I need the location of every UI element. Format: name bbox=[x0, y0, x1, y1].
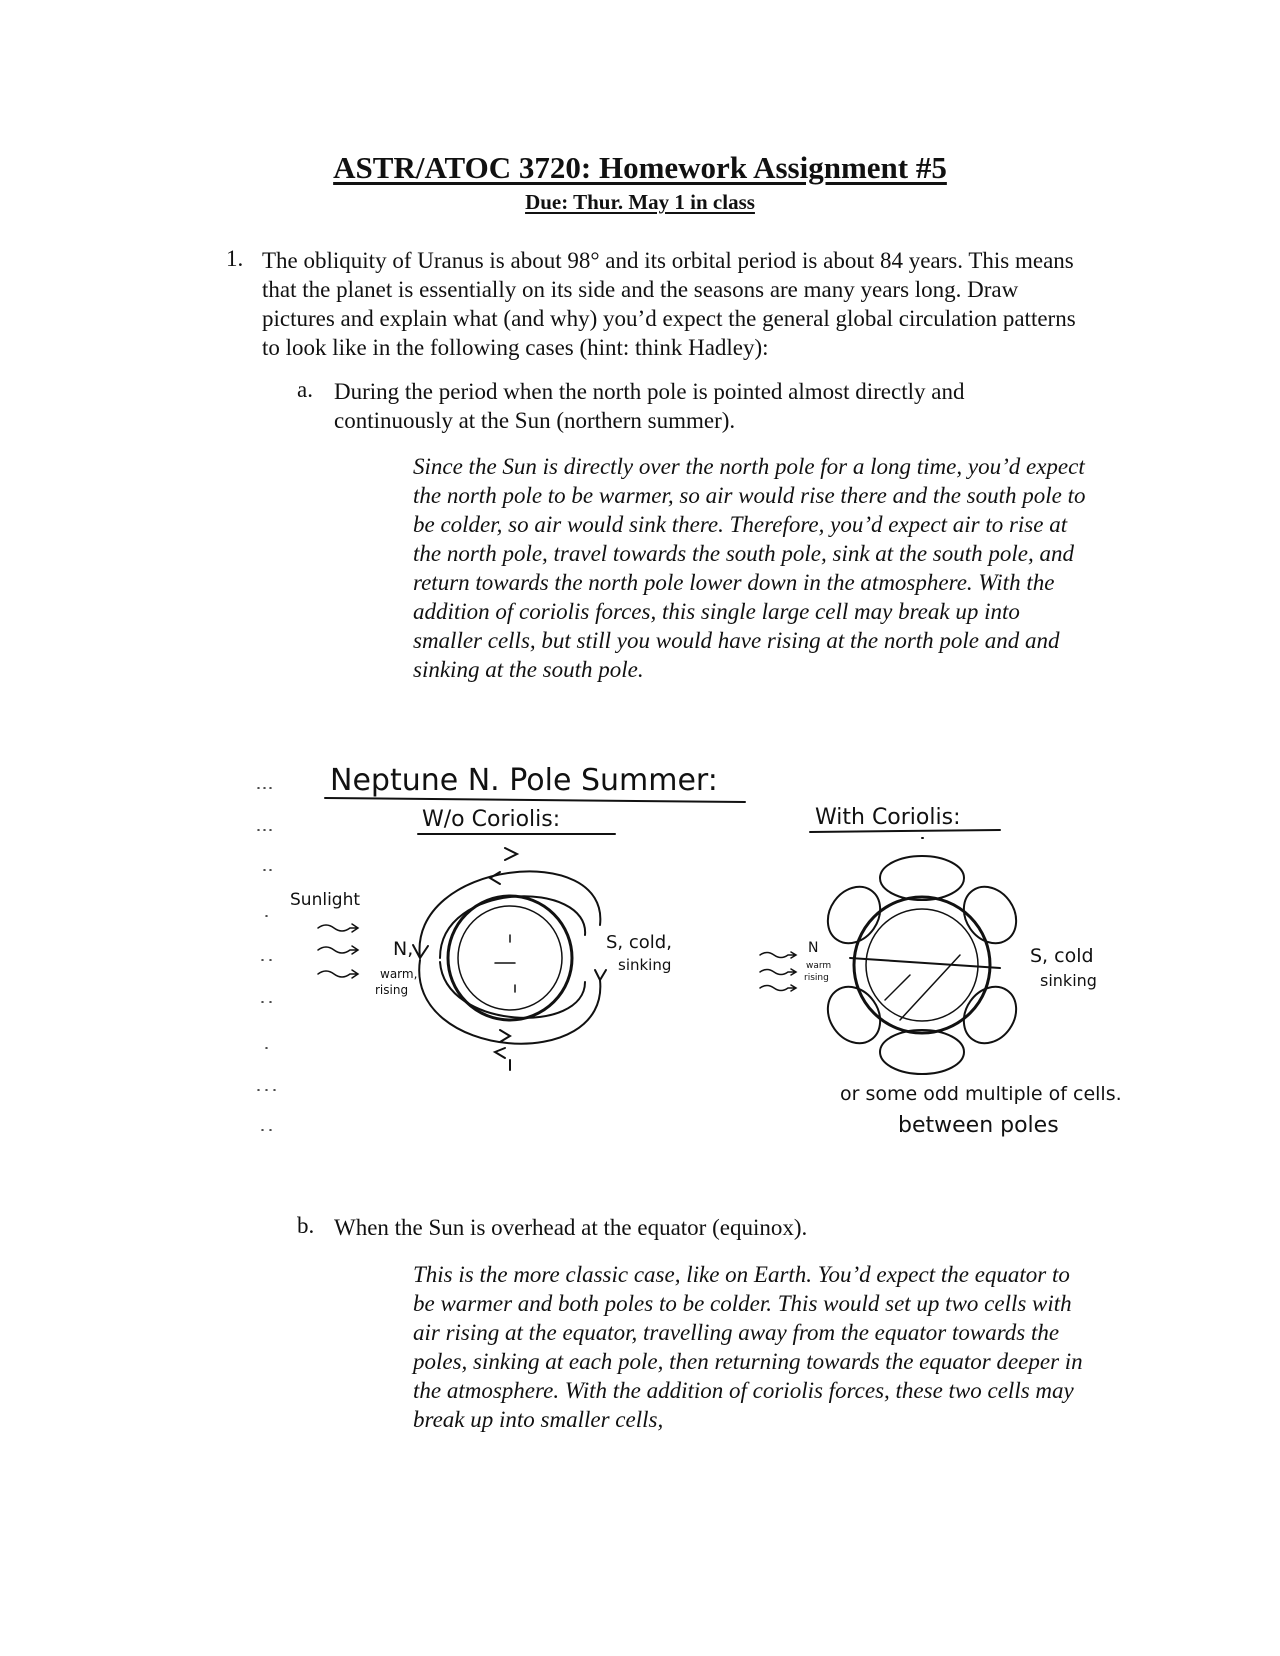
sketch-note-line2: between poles bbox=[898, 1113, 1059, 1138]
part-a-label: a. bbox=[297, 377, 313, 402]
margin-dots bbox=[258, 788, 275, 1130]
part-b-label: b. bbox=[297, 1213, 315, 1238]
north-right-warm-label: warm bbox=[806, 961, 832, 971]
part-a-answer: Since the Sun is directly over the north pole for a long time, you’d expect the north pole to be warmer, so air would rise there and the south pole to be colder, so air would sink there. Therefore, you’d expect air to rise at the north pole, travel towards the south pole, sink at the south pole, and return towards the north pole lower down in the atmosphere. With the addition of coriolis forces, this single large cell may break up into smaller cells, but still you would have rising at the north pole and and sinking at the south pole. bbox=[413, 454, 1086, 682]
north-left-label: N, bbox=[393, 938, 414, 960]
north-right-rising-label: rising bbox=[804, 973, 829, 983]
circulation-sketch bbox=[0, 730, 1280, 1200]
part-b-answer: This is the more classic case, like on Earth. You’d expect the equator to be warmer and both poles to be colder. This would set up two cells with air rising at the equator, travelling away from the equator towards the poles, sinking at each pole, then returning towards the equator deeper in the atmosphere. With the addition of coriolis forces, these two cells may break up into smaller cells, bbox=[413, 1262, 1083, 1432]
due-date: Due: Thur. May 1 in class bbox=[525, 190, 755, 214]
sketch-note-line1: or some odd multiple of cells. bbox=[840, 1083, 1122, 1105]
sketch-label-without-coriolis: W/o Coriolis: bbox=[422, 807, 561, 832]
part-a-text: During the period when the north pole is pointed almost directly and continuously at the Sun (northern summer). bbox=[334, 379, 965, 433]
sunlight-label: Sunlight bbox=[290, 890, 361, 910]
south-left-sinking-label: sinking bbox=[618, 956, 672, 974]
question-text: The obliquity of Uranus is about 98° and its orbital period is about 84 years. This means that the planet is essentially on its side and the seasons are many years long. Draw pictures and explain what (and why) you’d expect the general global circulation patterns to look like in the following cases (hint: think Hadley): bbox=[262, 248, 1076, 360]
page-title: ASTR/ATOC 3720: Homework Assignment #5 bbox=[333, 150, 947, 185]
south-left-label: S, cold, bbox=[606, 932, 672, 953]
north-left-warm-label: warm, bbox=[380, 967, 418, 981]
sketch-heading: Neptune N. Pole Summer: bbox=[330, 763, 718, 798]
sketch-label-with-coriolis: With Coriolis: bbox=[815, 805, 961, 830]
question-number: 1. bbox=[226, 246, 244, 271]
south-right-label: S, cold bbox=[1030, 945, 1094, 967]
right-planet-diagram bbox=[760, 838, 1027, 1074]
south-right-sinking-label: sinking bbox=[1040, 971, 1097, 990]
part-b-text: When the Sun is overhead at the equator (equinox). bbox=[334, 1215, 808, 1240]
left-planet-diagram bbox=[318, 848, 606, 1070]
north-right-label: N bbox=[808, 940, 819, 956]
north-left-rising-label: rising bbox=[375, 983, 409, 997]
